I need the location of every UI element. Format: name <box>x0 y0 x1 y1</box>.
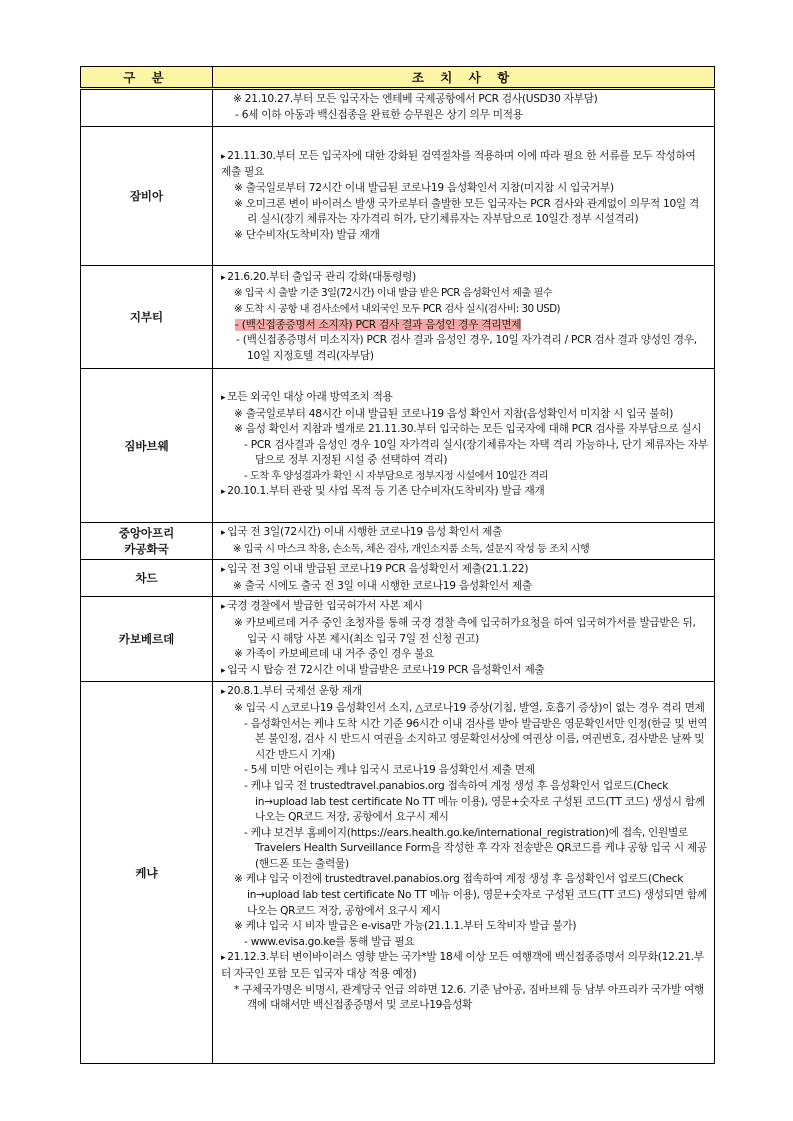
dash-line: - 케냐 보건부 홈페이지(https://ears.health.go.ke/international_registration)에 접속, 인원별로 Travelers Health Surveillance Form을 작성한 후 각자 전송받은 QR코드를 케냐 공항 입국 시 제공(핸드폰 또는 출력물) <box>244 826 707 870</box>
note-line: ※ 출국일로부터 48시간 이내 발급된 코로나19 음성 확인서 지참(음성확인서 미지참 시 입국 불허) <box>234 407 674 420</box>
note-line: ※ 케냐 입국 시 비자 발급은 e-visa만 가능(21.1.1.부터 도착비자 발급 불가) <box>234 920 577 933</box>
bullet-line: ▸ 입국 전 3일 이내 발급된 코로나19 PCR 음성확인서 제출(21.1.22) <box>221 562 708 579</box>
table-header-row <box>81 67 715 89</box>
note-line: ※ 출국일로부터 72시간 이내 발급된 코로나19 음성확인서 지참(미지참 시 입국거부) <box>234 181 614 194</box>
note-line: ※ 케냐 입국 이전에 trustedtravel.panabios.org 접속하여 계정 생성 후 음성확인서 업로드(Check in→upload lab test certificate No TT 메뉴 이용), 영문+숫자로 구성된 코드(TT 코드) 생성되면 함께 나오는 QR코드 저장, 공항에서 요구시 제시 <box>234 873 707 917</box>
measures-cell <box>213 127 715 266</box>
note-line: ※ 21.10.27.부터 모든 입국자는 엔테베 국제공항에서 PCR 검사(USD30 자부담) <box>233 93 598 106</box>
dash-line: - www.evisa.go.ke를 통해 발급 필요 <box>244 935 415 948</box>
country-cell-caboverde: 카보베르데 <box>81 597 213 682</box>
country-name-line: 카공화국 <box>124 542 169 557</box>
header-measures: 조 치 사 항 <box>213 67 715 89</box>
country-name-line: 중앙아프리 <box>118 526 175 541</box>
measures-cell <box>213 89 715 127</box>
note-line: ※ 카보베르데 거주 중인 초청자를 통해 국경 경찰 측에 입국허가요청을 하여 입국허가서를 발급받은 뒤, 입국 시 해당 사본 제시(최소 입국 7일 전 신청 권고) <box>234 616 696 645</box>
measures-table <box>80 66 715 1064</box>
bullet-line: ▸ 입국 시 탑승 전 72시간 이내 발급받은 코로나19 PCR 음성확인서 제출 <box>221 663 708 680</box>
bullet-line: ▸ 국경 경찰에서 발급한 입국허가서 사본 제시 <box>221 599 708 616</box>
note-line: ※ 입국 시 마스크 착용, 손소독, 체온 검사, 개인소지품 소독, 설문지 작성 등 조치 시행 <box>233 543 590 555</box>
bullet-line: ▸ 20.10.1.부터 관광 및 사업 목적 등 기존 단수비자(도착비자) 발급 재개 <box>221 484 708 501</box>
dash-line: - 도착 후 양성결과가 확인 시 자부담으로 정부지정 시설에서 10일간 격리 <box>244 470 549 482</box>
table-row <box>81 89 715 127</box>
bullet-line: ▸ 20.8.1.부터 국제선 운항 재개 <box>221 684 708 701</box>
country-cell-car <box>81 523 213 560</box>
bullet-line: ▸ 21.11.30.부터 모든 입국자에 대한 강화된 검역절차를 적용하며 이에 따라 필요 한 서류를 모두 작성하여 제출 필요 <box>221 149 708 181</box>
measures-cell <box>213 597 715 682</box>
measures-cell <box>213 266 715 369</box>
table-row <box>81 127 715 266</box>
note-line: ※ 도착 시 공항 내 검사소에서 내외국인 모두 PCR 검사 실시(검사비: 30 USD) <box>234 303 561 315</box>
note-line: * 구체국가명은 비명시, 관계당국 언급 의하면 12.6. 기준 남아공, 짐바브웨 등 남부 아프리카 국가발 여행객에 대해서만 백신접종증명서 및 코로나19음성확 <box>234 983 704 1012</box>
highlighted-text: - (백신접종증명서 소지자) PCR 검사 결과 음성인 경우 격리면제 <box>235 318 522 331</box>
measures-cell <box>213 682 715 1064</box>
table-row <box>81 369 715 523</box>
measures-cell <box>213 560 715 597</box>
table-row <box>81 266 715 369</box>
note-line: ※ 입국 시 출발 기준 3일(72시간) 이내 발급 받은 PCR 음성확인서 제출 필수 <box>234 288 553 300</box>
note-line: ※ 입국 시 △코로나19 음성확인서 소지, △코로나19 증상(기침, 발열, 호흡기 증상)이 없는 경우 격리 면제 <box>234 701 705 714</box>
note-line: ※ 출국 시에도 출국 전 3일 이내 시행한 코로나19 음성확인서 제출 <box>233 579 532 592</box>
country-cell-kenya: 케냐 <box>81 682 213 1064</box>
note-line: ※ 가족이 카보베르데 내 거주 중인 경우 불요 <box>234 648 435 661</box>
measures-cell <box>213 369 715 523</box>
dash-line: - 6세 이하 아동과 백신접종을 완료한 승무원은 상기 의무 미적용 <box>235 109 523 121</box>
header-category: 구 분 <box>81 67 213 89</box>
note-line: ※ 단수비자(도착비자) 발급 재개 <box>234 228 380 241</box>
table-row <box>81 597 715 682</box>
country-cell-zambia: 잠비아 <box>81 127 213 266</box>
bullet-line: ▸ 21.6.20.부터 출입국 관리 강화(대통령령) <box>221 270 708 287</box>
dash-line: - 5세 미만 어린이는 케냐 입국시 코로나19 음성확인서 제출 면제 <box>244 764 535 777</box>
bullet-line: ▸ 입국 전 3일(72시간) 이내 시행한 코로나19 음성 확인서 제출 <box>221 525 708 542</box>
measures-cell <box>213 523 715 560</box>
dash-line: - (백신접종증명서 미소지자) PCR 검사 결과 음성인 경우, 10일 자가격리 / PCR 검사 결과 양성인 경우, 10일 지정호텔 격리(자부담) <box>236 334 697 362</box>
country-cell <box>81 89 213 127</box>
country-cell-djibouti: 지부티 <box>81 266 213 369</box>
note-line: ※ 오미크론 변이 바이러스 발생 국가로부터 출발한 모든 입국자는 PCR 검사와 관계없이 의무적 10일 격리 실시(장기 체류자는 자가격리 허가, 단기체류자는 자부담으로 10일간 정부 시설격리) <box>234 197 700 226</box>
dash-line: - PCR 검사결과 음성인 경우 10일 자가격리 실시(장기체류자는 자택 격리 가능하나, 단기 체류자는 자부담으로 정부 지정된 시설 중 선택하여 격리) <box>244 438 708 467</box>
country-cell-zimbabwe: 짐바브웨 <box>81 369 213 523</box>
table-row <box>81 523 715 560</box>
note-line: ※ 음성 확인서 지참과 별개로 21.11.30.부터 입국하는 모든 입국자에 대해 PCR 검사를 자부담으로 실시 <box>234 423 702 436</box>
country-cell-chad: 차드 <box>81 560 213 597</box>
bullet-line: ▸ 21.12.3.부터 변이바이러스 영향 받는 국가*발 18세 이상 모든 여행객에 백신접종증명서 의무화(12.21.부터 자국인 포함 모든 입국자 대상 적용 예정) <box>221 950 708 982</box>
bullet-line: ▸ 모든 외국인 대상 아래 방역조치 적용 <box>221 390 708 407</box>
dash-line: - 케냐 입국 전 trustedtravel.panabios.org 접속하여 계정 생성 후 음성확인서 업로드(Check in→upload lab test certificate No TT 메뉴 이용), 영문+숫자로 구성된 코드(TT 코드) 생성시 함께 나오는 QR코드 저장, 공항에서 요구시 제시 <box>244 779 705 824</box>
dash-line <box>221 318 708 334</box>
dash-line: - 음성확인서는 케냐 도착 시간 기준 96시간 이내 검사를 받아 발급받은 영문확인서만 인정(한글 및 번역본 불인정, 검사 시 반드시 여권을 소지하고 영문확인서상에 여권상 이름, 여권번호, 검사받은 날짜 및 시간 반드시 기재) <box>244 717 708 761</box>
table-row <box>81 682 715 1064</box>
table-row <box>81 560 715 597</box>
